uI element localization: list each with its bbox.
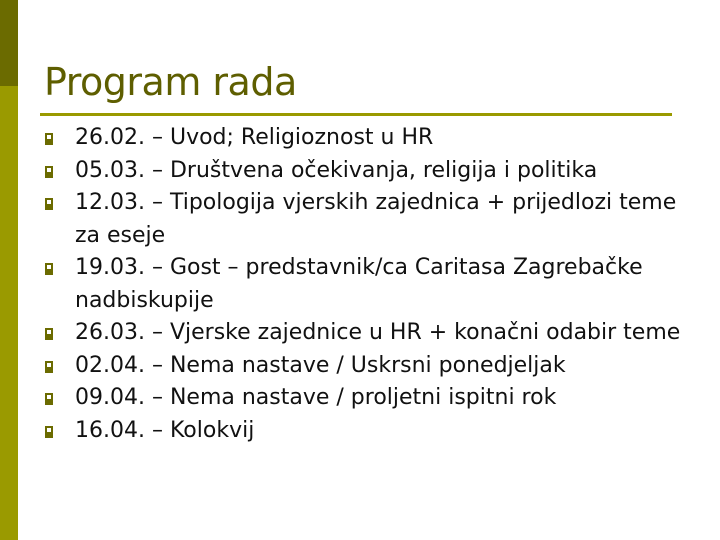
square-bullet-icon	[44, 252, 75, 285]
list-item	[44, 350, 694, 383]
list-item	[44, 317, 694, 350]
list-item-text: 12.03. – Tipologija vjerskih zajednica + prijedlozi teme za eseje	[75, 190, 677, 248]
schedule-list	[44, 122, 694, 447]
list-item	[44, 382, 694, 415]
list-item-text: 26.03. – Vjerske zajednice u HR + konačni odabir teme	[75, 320, 681, 345]
list-item	[44, 122, 694, 155]
list-item	[44, 415, 694, 448]
square-bullet-icon	[44, 317, 75, 350]
list-item	[44, 252, 694, 317]
square-bullet-icon	[44, 187, 75, 220]
square-bullet-icon	[44, 415, 75, 448]
slide-title: Program rada	[44, 60, 297, 104]
list-item-text: 05.03. – Društvena očekivanja, religija i politika	[75, 157, 598, 183]
left-accent-bar-top	[0, 0, 18, 86]
list-item-text: 09.04. – Nema nastave / proljetni ispitni rok	[75, 385, 557, 410]
square-bullet-icon	[44, 122, 75, 155]
list-item-text: 02.04. – Nema nastave / Uskrsni ponedjeljak	[75, 352, 566, 378]
left-accent-bar-bottom	[0, 86, 18, 540]
square-bullet-icon	[44, 382, 75, 415]
square-bullet-icon	[44, 155, 75, 188]
list-item-text: 26.02. – Uvod; Religioznost u HR	[75, 125, 434, 150]
list-item	[44, 155, 694, 188]
list-item	[44, 187, 694, 252]
list-item-text: 19.03. – Gost – predstavnik/ca Caritasa Zagrebačke nadbiskupije	[75, 255, 643, 313]
list-item-text: 16.04. – Kolokvij	[75, 417, 255, 443]
title-underline	[40, 113, 672, 116]
square-bullet-icon	[44, 350, 75, 383]
